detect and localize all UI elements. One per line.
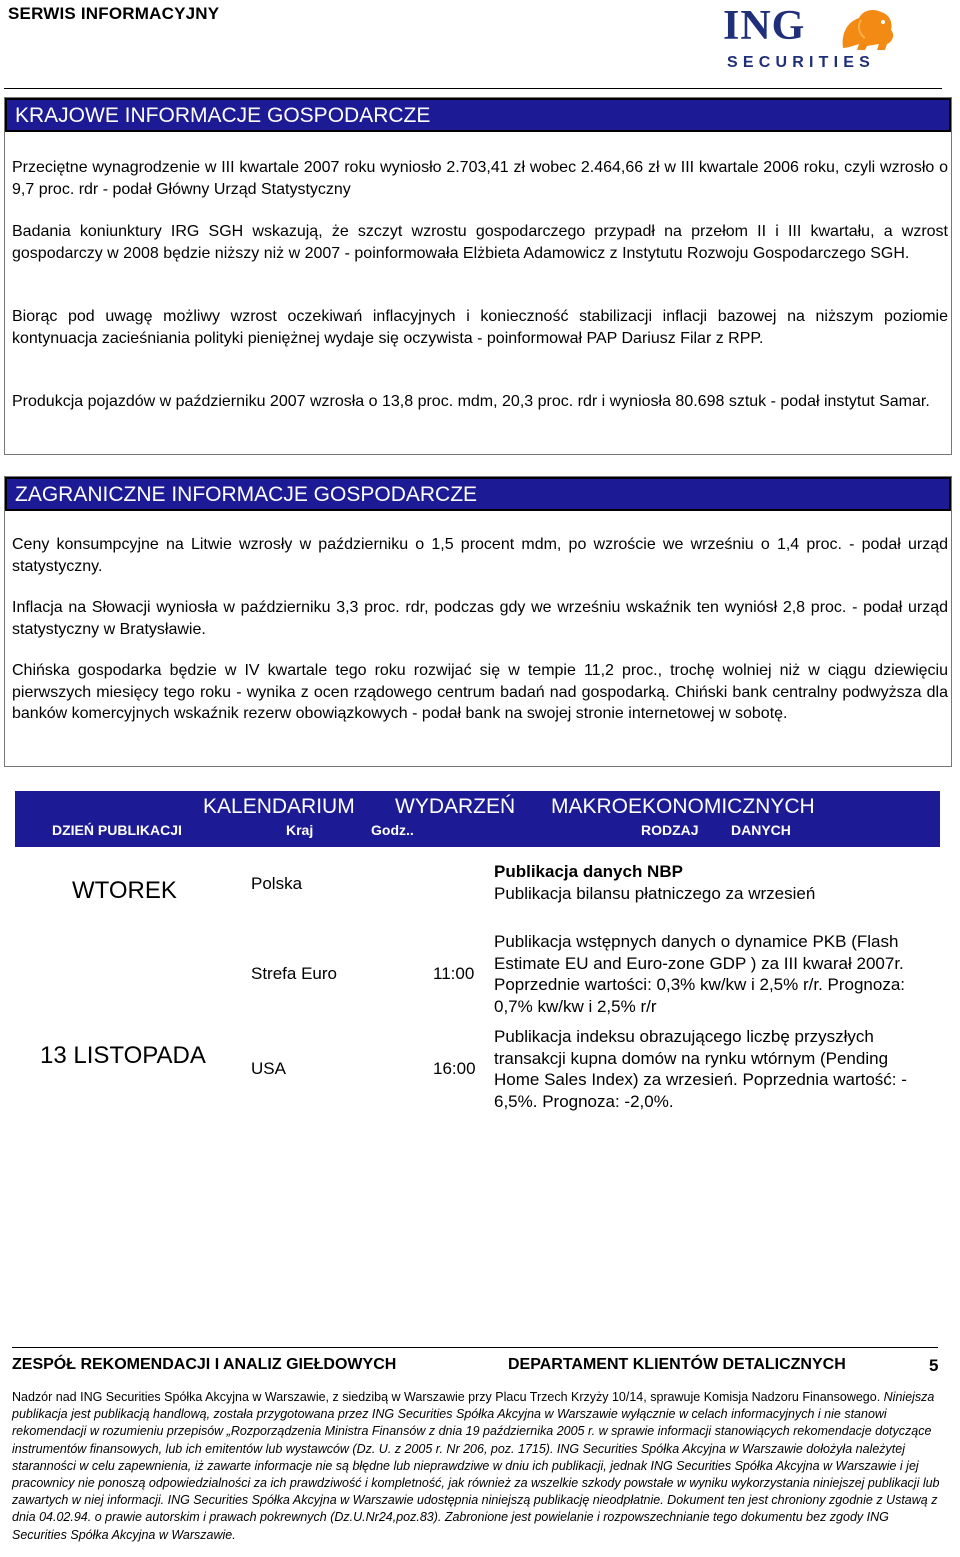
foreign-news-paragraph: Ceny konsumpcyjne na Litwie wzrosły w październiku o 1,5 procent mdm, po wzroście we wrześniu o 1,4 proc. - podał urząd statystyczny.	[12, 536, 948, 575]
header-title: SERWIS INFORMACYJNY	[8, 4, 220, 23]
header-divider	[4, 88, 942, 89]
lion-icon	[837, 4, 895, 52]
column-header-day: DZIEŃ PUBLIKACJI	[52, 822, 182, 838]
calendar-title-word: KALENDARIUM	[203, 795, 355, 818]
calendar-title-word: MAKROEKONOMICZNYCH	[551, 795, 815, 818]
event-description	[494, 861, 946, 904]
event-country: Polska	[251, 874, 303, 893]
ing-securities-logo	[720, 2, 950, 78]
domestic-news-title: KRAJOWE INFORMACJE GOSPODARCZE	[15, 104, 431, 127]
disclaimer-supervision: Nadzór nad ING Securities Spółka Akcyjna w Warszawie, z siedzibą w Warszawie przy Placu Trzech Krzyży 10/14, sprawuje Komisja Nadzoru Finansowego.	[12, 1390, 881, 1404]
domestic-news-header	[5, 98, 951, 132]
event-line: 6,5%. Prognoza: -2,0%.	[494, 1091, 674, 1111]
domestic-news-paragraph: Produkcja pojazdów w październiku 2007 wzrosła o 13,8 proc. mdm, 20,3 proc. rdr i wyniosła 80.698 sztuk - podał instytut Samar.	[12, 393, 930, 410]
event-line: Estimate EU and Euro-zone GDP ) za III kwarał 2007r.	[494, 953, 904, 973]
event-line: Publikacja bilansu płatniczego za wrzesień	[494, 883, 816, 903]
disclaimer-legal-note: Niniejsza publikacja jest publikacją handlową, została przygotowana przez ING Securities Spółka Akcyjna w Warszawie wyłącznie w celach informacyjnych i nie stanowi rekomendacji w rozumieniu przepisów „Rozporządzenia Ministra Finansów z dnia 19 października 2005 r. w sprawie informacji stanowiących rekomendacje dotyczące instrumentów finansowych, lub ich emitentów lub wystawców (Dz. U. z 2005 r. Nr 206, poz. 1715). ING Securities Spółka Akcyjna w Warszawie dołożyła należytej staranności w celu zapewnienia, iż zawarte informacje nie są błędne lub nieprawdziwe w dniu ich publikacji, jednak ING Securities Spółka Akcyjna w Warszawie i jej pracownicy nie ponoszą odpowiedzialności za ich prawdziwość i kompletność, jak również za wszelkie szkody powstałe w wyniku wykorzystania niniejszej publikacji lub zawartych w niej informacji. ING Securities Spółka Akcyjna w Warszawie udostępnia niniejszą publikację nieodpłatnie. Dokument ten jest chroniony zgodnie z Ustawą z dnia 04.02.94. o prawie autorskim i prawach pokrewnych (Dz.U.Nr24,poz.83). Zabronione jest powielanie i rozpowszechnianie tego dokumentu bez zgody ING Securities Spółka Akcyjna w Warszawie.	[12, 1390, 940, 1542]
event-line: transakcji kupna domów na rynku wtórnym (Pending	[494, 1048, 889, 1068]
event-time: 11:00	[433, 964, 475, 983]
foreign-news-header	[5, 477, 951, 511]
legal-disclaimer	[12, 1389, 942, 1544]
domestic-news-paragraph: Przeciętne wynagrodzenie w III kwartale 2007 roku wyniosło 2.703,41 zł wobec 2.464,66 zł w III kwartale 2006 roku, czyli wzrosło o 9,7 proc. rdr - podał Główny Urząd Statystyczny	[12, 159, 948, 198]
domestic-news-paragraph: Badania koniunktury IRG SGH wskazują, że szczyt wzrostu gospodarczego przypadł na przełom II i III kwartału, a wzrost gospodarczy w 2008 będzie niższy niż w 2007 - poinformowała Elżbieta Adamowicz z Instytutu Rozwoju Gospodarczego SGH.	[12, 223, 948, 262]
foreign-news-title: ZAGRANICZNE INFORMACJE GOSPODARCZE	[15, 483, 478, 506]
event-line: Publikacja wstępnych danych o dynamice PKB (Flash	[494, 932, 899, 951]
calendar-day-name: WTOREK	[72, 877, 177, 904]
foreign-news-paragraph: Chińska gospodarka będzie w IV kwartale tego roku rozwijać się w tempie 11,2 proc., trochę wolniej niż w ciągu dziewięciu pierwszych miesięcy tego roku - wynika z ocen rządowego centrum badań nad gospodarką. Chiński bank centralny podwyższa dla banków komercyjnych wskaźnik rezerw obowiązkowych - podał bank na swojej stronie internetowej w sobotę.	[12, 662, 948, 722]
event-description	[494, 1026, 946, 1112]
event-description	[494, 931, 946, 1017]
column-header-country: Kraj	[286, 822, 314, 838]
domestic-news-paragraph: Biorąc pod uwagę możliwy wzrost oczekiwań inflacyjnych i konieczność stabilizacji inflacji bazowej na niższym poziomie kontynuacja zacieśniania polityki pieniężnej wydaje się oczywista - poinformował PAP Dariusz Filar z RPP.	[12, 308, 948, 347]
page-number: 5	[929, 1356, 939, 1375]
column-header-type: RODZAJ	[641, 822, 699, 838]
column-header-time: Godz..	[371, 822, 414, 838]
foreign-news-box	[4, 476, 952, 767]
logo-securities-text: SECURITIES	[727, 54, 876, 71]
event-country: Strefa Euro	[251, 964, 337, 983]
column-header-data: DANYCH	[731, 822, 791, 838]
event-line: Poprzednie wartości: 0,3% kw/kw i 2,5% r/r. Prognoza:	[494, 975, 906, 994]
event-line: 0,7% kw/kw i 2,5% r/r	[494, 996, 657, 1016]
event-country: USA	[251, 1059, 286, 1078]
footer-divider	[12, 1347, 938, 1348]
foreign-news-paragraph: Inflacja na Słowacji wyniosła w październiku 3,3 proc. rdr, podczas gdy we wrześniu wskaźnik ten wyniósł 2,8 proc. - podał urząd statystyczny w Bratysławie.	[12, 599, 948, 638]
footer-department-name: DEPARTAMENT KLIENTÓW DETALICZNYCH	[508, 1356, 846, 1373]
event-line: Publikacja indeksu obrazującego liczbę przyszłych	[494, 1027, 874, 1046]
domestic-news-box	[4, 97, 952, 455]
calendar-header	[15, 791, 940, 847]
logo-ing-text: ING	[723, 3, 806, 49]
calendar-title-word: WYDARZEŃ	[395, 795, 516, 818]
footer-team-name: ZESPÓŁ REKOMENDACJI I ANALIZ GIEŁDOWYCH	[12, 1356, 397, 1373]
calendar-date: 13 LISTOPADA	[40, 1042, 206, 1069]
event-time: 16:00	[433, 1059, 476, 1078]
event-title: Publikacja danych NBP	[494, 862, 683, 881]
event-line: Home Sales Index) za wrzesień. Poprzednia wartość: -	[494, 1070, 907, 1089]
